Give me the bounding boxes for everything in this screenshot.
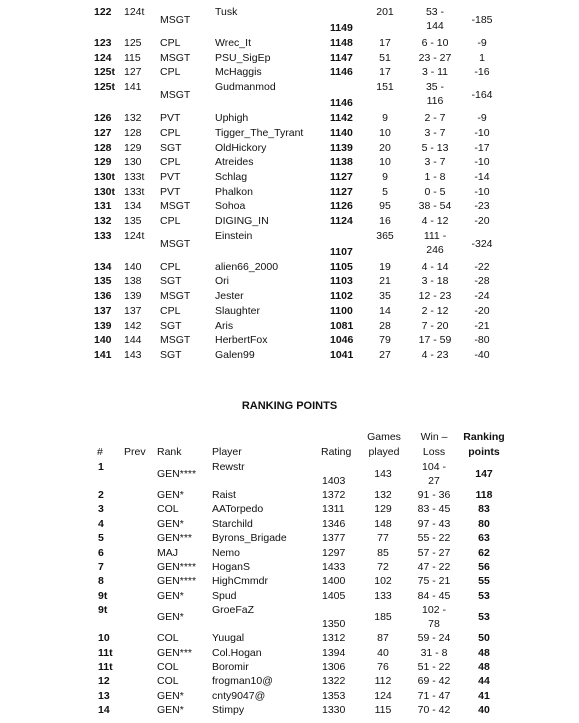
rank-cell: 132 [94,215,112,227]
points-cell: 56 [478,561,490,573]
games-cell: 27 [379,348,391,361]
prev-rank-cell: 124t [124,6,145,18]
games-cell: 19 [379,260,391,273]
winloss-cell: 102 - [422,604,446,617]
rating-cell: 1146 [330,66,353,79]
header-points-line2: points [468,446,500,458]
player-cell: Byrons_Brigade [212,532,287,545]
points-cell: 48 [478,661,490,673]
diff-cell: -9 [477,112,487,125]
grade-cell: MSGT [160,200,191,213]
games-cell: 129 [374,503,392,516]
prev-rank-cell: 129 [124,141,142,154]
rating-cell: 1377 [322,532,346,545]
player-cell: Einstein [215,229,253,242]
prev-rank-cell: 132 [124,112,142,125]
diff-cell: -23 [474,200,490,213]
grade-cell: PVT [160,170,181,183]
prev-rank-cell: 115 [124,51,141,64]
grade-cell: PVT [160,185,181,198]
player-cell: HighCmmdr [212,575,269,588]
prev-rank-cell: 133t [124,185,145,198]
player-cell: Rewstr [212,461,245,473]
grade-cell: GEN* [157,489,184,501]
header-games-line2: played [368,446,400,458]
prev-rank-cell: 137 [124,304,142,317]
rating-cell: 1100 [330,304,353,317]
rating-cell: 1105 [330,260,353,273]
winloss-cell: 104 - [422,461,446,473]
prev-rank-cell: 134 [124,200,142,213]
grade-cell: GEN*** [157,646,193,659]
diff-cell: -185 [471,14,493,26]
games-cell: 132 [374,489,392,501]
grade-cell: MSGT [160,290,191,303]
winloss-cell: 3 - 18 [421,275,449,288]
points-cell: 48 [478,646,490,659]
games-cell: 151 [376,81,394,94]
rank-cell: 122 [94,6,112,18]
player-cell: Tigger_The_Tyrant [215,126,304,139]
points-cell: 62 [478,546,490,559]
position-cell: 3 [98,503,104,516]
rating-cell: 1400 [322,575,346,588]
rank-cell: 123 [94,37,112,49]
player-cell: AATorpedo [212,503,264,516]
diff-cell: -17 [474,141,490,154]
header-points-line1: Ranking [463,431,505,443]
prev-rank-cell: 124t [124,229,145,242]
position-cell: 7 [98,561,104,573]
winloss-cell: 17 - 59 [418,334,452,347]
winloss-cell: 84 - 45 [417,589,451,602]
winloss-cell-cont: 116 [426,95,444,108]
prev-rank-cell: 133t [124,170,145,183]
grade-cell: COL [157,675,179,688]
grade-cell: MSGT [160,89,191,102]
winloss-cell-cont: 78 [428,618,440,631]
winloss-cell: 4 - 23 [421,348,449,361]
player-cell: Sohoa [215,200,246,213]
games-cell: 17 [379,66,391,79]
games-cell: 76 [377,661,389,673]
diff-cell: -14 [474,170,490,183]
diff-cell: -21 [474,319,490,332]
games-cell: 17 [379,37,391,49]
player-cell: Aris [215,319,234,332]
rating-cell: 1148 [330,37,353,49]
games-cell: 72 [377,561,389,573]
points-cell: 63 [478,532,490,545]
grade-cell: CPL [160,260,181,273]
games-cell: 16 [379,215,391,227]
winloss-cell: 51 - 22 [417,661,451,673]
section-title: RANKING POINTS [241,400,338,412]
winloss-cell: 38 - 54 [418,200,452,213]
winloss-cell: 111 - [423,229,447,242]
winloss-cell-cont: 144 [426,20,444,32]
player-cell: Slaughter [215,304,260,317]
grade-cell: CPL [160,156,181,169]
points-cell: 118 [475,489,493,501]
winloss-cell: 3 - 7 [424,156,446,169]
diff-cell: -22 [474,260,490,273]
diff-cell: -10 [474,156,490,169]
prev-rank-cell: 125 [124,37,142,49]
points-cell: 50 [478,632,490,645]
games-cell: 143 [374,468,392,480]
position-cell: 12 [98,675,110,688]
winloss-cell: 55 - 22 [417,532,451,545]
winloss-cell: 3 - 11 [421,66,449,79]
position-cell: 6 [98,546,104,559]
games-cell: 95 [379,200,391,213]
player-cell: GroeFaZ [212,604,255,617]
rank-cell: 130t [94,185,116,198]
winloss-cell: 4 - 14 [421,260,449,273]
rating-cell: 1405 [322,589,346,602]
winloss-cell: 97 - 43 [417,517,451,530]
rank-cell: 137 [94,304,112,317]
rating-cell: 1124 [330,215,353,227]
grade-cell: GEN*** [157,532,193,545]
games-cell: 79 [379,334,391,347]
winloss-cell: 6 - 10 [421,37,449,49]
rating-cell: 1081 [330,319,354,332]
prev-rank-cell: 127 [124,66,142,79]
player-cell: Galen99 [215,348,255,361]
games-cell: 21 [379,275,391,288]
prev-rank-cell: 128 [124,126,142,139]
points-cell: 41 [478,689,490,702]
player-cell: frogman10@ [212,675,273,688]
diff-cell: -20 [474,304,490,317]
games-cell: 9 [382,170,388,183]
header-games-line1: Games [367,431,401,443]
rating-cell: 1127 [330,185,353,198]
winloss-cell: 7 - 20 [421,319,449,332]
grade-cell: GEN**** [157,575,197,588]
prev-rank-cell: 139 [124,290,142,303]
rank-cell: 129 [94,156,112,169]
rating-cell: 1138 [330,156,353,169]
games-cell: 40 [377,646,389,659]
player-cell: Gudmanmod [215,81,276,94]
rank-cell: 131 [94,200,112,213]
player-cell: Yuugal [212,632,245,645]
diff-cell: -16 [474,66,490,79]
prev-rank-cell: 130 [124,156,142,169]
winloss-cell: 4 - 12 [421,215,449,227]
player-cell: cnty9047@ [212,689,266,702]
rank-cell: 140 [94,334,112,347]
player-cell: DIGING_IN [215,215,269,227]
rating-cell: 1126 [330,200,353,213]
games-cell: 115 [374,704,392,717]
games-cell: 20 [379,141,391,154]
rank-cell: 133 [94,229,112,242]
player-cell: Starchild [212,517,253,530]
prev-rank-cell: 141 [124,81,142,94]
winloss-cell: 83 - 45 [417,503,451,516]
games-cell: 201 [376,6,394,18]
games-cell: 87 [377,632,389,645]
grade-cell: SGT [160,141,182,154]
winloss-cell: 2 - 7 [424,112,446,125]
diff-cell: -24 [474,290,490,303]
winloss-cell: 2 - 12 [421,304,449,317]
grade-cell: CPL [160,66,181,79]
rank-cell: 136 [94,290,112,303]
diff-cell: -164 [471,89,493,102]
diff-cell: 1 [479,51,485,64]
player-cell: HerbertFox [215,334,268,347]
points-cell: 80 [478,517,490,530]
position-cell: 10 [98,632,110,645]
points-cell: 83 [478,503,490,516]
games-cell: 77 [377,532,389,545]
grade-cell: CPL [160,215,181,227]
player-cell: Phalkon [215,185,253,198]
player-cell: Uphigh [215,112,249,125]
position-cell: 1 [98,461,104,473]
position-cell: 11t [98,661,113,673]
points-cell: 40 [478,704,490,717]
player-cell: Ori [215,275,229,288]
header-winloss-line1: Win – [420,431,448,443]
points-cell: 147 [475,468,493,480]
grade-cell: CPL [160,37,181,49]
player-cell: Raist [212,489,236,501]
grade-cell: GEN* [157,589,184,602]
games-cell: 365 [376,229,394,242]
grade-cell: MAJ [157,546,178,559]
rank-cell: 135 [94,275,112,288]
grade-cell: CPL [160,304,181,317]
player-cell: Col.Hogan [212,646,262,659]
diff-cell: -10 [474,185,490,198]
games-cell: 28 [379,319,391,332]
winloss-cell: 5 - 13 [421,141,449,154]
grade-cell: SGT [160,319,182,332]
rating-cell: 1140 [330,126,353,139]
winloss-cell: 71 - 47 [417,689,451,702]
rating-cell: 1142 [330,112,353,125]
grade-cell: GEN* [157,611,184,624]
games-cell: 10 [379,156,391,169]
diff-cell: -9 [477,37,487,49]
winloss-cell: 31 - 8 [420,646,448,659]
rating-cell: 1322 [322,675,346,688]
winloss-cell: 53 - [425,6,445,18]
player-cell: Wrec_It [215,37,251,49]
grade-cell: SGT [160,348,182,361]
rating-cell: 1107 [330,245,353,258]
winloss-cell: 23 - 27 [418,51,452,64]
points-cell: 55 [478,575,490,588]
winloss-cell: 3 - 7 [424,126,446,139]
header-rating: Rating [321,446,352,458]
header-rank: Rank [157,446,182,458]
prev-rank-cell: 144 [124,334,142,347]
position-cell: 9t [98,604,108,617]
points-cell: 53 [478,611,490,624]
position-cell: 11t [98,646,113,659]
rating-cell: 1146 [330,97,353,110]
header-player: Player [212,446,242,458]
winloss-cell: 12 - 23 [418,290,452,303]
games-cell: 35 [379,290,391,303]
winloss-cell: 59 - 24 [417,632,451,645]
games-cell: 112 [374,675,392,688]
grade-cell: GEN* [157,704,184,717]
player-cell: Atreides [215,156,254,169]
diff-cell: -10 [474,126,490,139]
games-cell: 51 [379,51,391,64]
prev-rank-cell: 135 [124,215,142,227]
prev-rank-cell: 138 [124,275,142,288]
player-cell: Boromir [212,661,249,673]
winloss-cell: 35 - [425,81,445,94]
winloss-cell: 0 - 5 [424,185,446,198]
winloss-cell-cont: 246 [426,243,444,256]
games-cell: 85 [377,546,389,559]
grade-cell: CPL [160,126,181,139]
grade-cell: MSGT [160,14,191,26]
games-cell: 185 [374,611,392,624]
player-cell: Tusk [215,6,238,18]
player-cell: McHaggis [215,66,262,79]
rating-cell: 1372 [322,489,346,501]
diff-cell: -20 [474,215,490,227]
grade-cell: PVT [160,112,181,125]
rating-cell: 1330 [322,704,346,717]
grade-cell: GEN* [157,517,184,530]
rating-cell: 1403 [322,475,346,487]
player-cell: Nemo [212,546,241,559]
winloss-cell-cont: 27 [428,475,440,487]
rank-cell: 141 [94,348,112,361]
games-cell: 148 [374,517,392,530]
player-cell: Jester [215,290,244,303]
rating-cell: 1297 [322,546,346,559]
rating-cell: 1127 [330,170,353,183]
grade-cell: GEN**** [157,468,197,480]
grade-cell: GEN* [157,689,184,702]
winloss-cell: 91 - 36 [417,489,451,501]
rank-cell: 124 [94,51,112,64]
header-prev: Prev [124,446,146,458]
grade-cell: COL [157,661,179,673]
player-cell: PSU_SigEp [215,51,271,64]
grade-cell: SGT [160,275,182,288]
diff-cell: -28 [474,275,490,288]
grade-cell: MSGT [160,334,191,347]
games-cell: 102 [374,575,392,588]
rank-cell: 128 [94,141,112,154]
rating-cell: 1102 [330,290,353,303]
grade-cell: COL [157,632,179,645]
rating-cell: 1041 [330,348,354,361]
points-cell: 53 [478,589,490,602]
rating-cell: 1346 [322,517,346,530]
games-cell: 9 [382,112,388,125]
diff-cell: -40 [474,348,490,361]
rating-cell: 1311 [322,503,345,516]
player-cell: OldHickory [215,141,267,154]
rating-cell: 1306 [322,661,346,673]
player-cell: HoganS [212,561,250,573]
rating-cell: 1147 [330,51,353,64]
rank-cell: 139 [94,319,112,332]
rank-cell: 130t [94,170,116,183]
player-cell: Stimpy [212,704,245,717]
position-cell: 5 [98,532,104,545]
grade-cell: GEN**** [157,561,197,573]
player-cell: Schlag [215,170,248,183]
rank-cell: 125t [94,66,116,79]
rank-cell: 127 [94,126,112,139]
rating-cell: 1394 [322,646,346,659]
position-cell: 4 [98,517,104,530]
games-cell: 14 [379,304,391,317]
rank-cell: 134 [94,260,112,273]
winloss-cell: 47 - 22 [417,561,451,573]
rating-cell: 1312 [322,632,346,645]
grade-cell: COL [157,503,179,516]
winloss-cell: 57 - 27 [417,546,451,559]
games-cell: 124 [374,689,392,702]
header-winloss-line2: Loss [422,446,446,458]
grade-cell: MSGT [160,51,191,64]
winloss-cell: 69 - 42 [417,675,451,688]
position-cell: 13 [98,689,110,702]
points-cell: 44 [478,675,490,688]
winloss-cell: 70 - 42 [417,704,451,717]
player-cell: Spud [212,589,237,602]
rating-cell: 1103 [330,275,353,288]
prev-rank-cell: 142 [124,319,142,332]
games-cell: 10 [379,126,391,139]
rank-cell: 125t [94,81,116,94]
position-cell: 9t [98,589,108,602]
rating-cell: 1046 [330,334,354,347]
winloss-cell: 1 - 8 [424,170,446,183]
prev-rank-cell: 140 [124,260,142,273]
rating-cell: 1350 [322,618,346,631]
rank-cell: 126 [94,112,112,125]
grade-cell: MSGT [160,237,191,250]
rating-cell: 1353 [322,689,346,702]
prev-rank-cell: 143 [124,348,142,361]
rating-cell: 1139 [330,141,353,154]
player-cell: alien66_2000 [215,260,279,273]
diff-cell: -324 [471,237,493,250]
games-cell: 133 [374,589,392,602]
position-cell: 2 [98,489,104,501]
header-num: # [97,446,103,458]
position-cell: 8 [98,575,104,588]
winloss-cell: 75 - 21 [417,575,451,588]
diff-cell: -80 [474,334,490,347]
games-cell: 5 [382,185,388,198]
rating-cell: 1149 [330,22,353,34]
position-cell: 14 [98,704,110,717]
rating-cell: 1433 [322,561,346,573]
